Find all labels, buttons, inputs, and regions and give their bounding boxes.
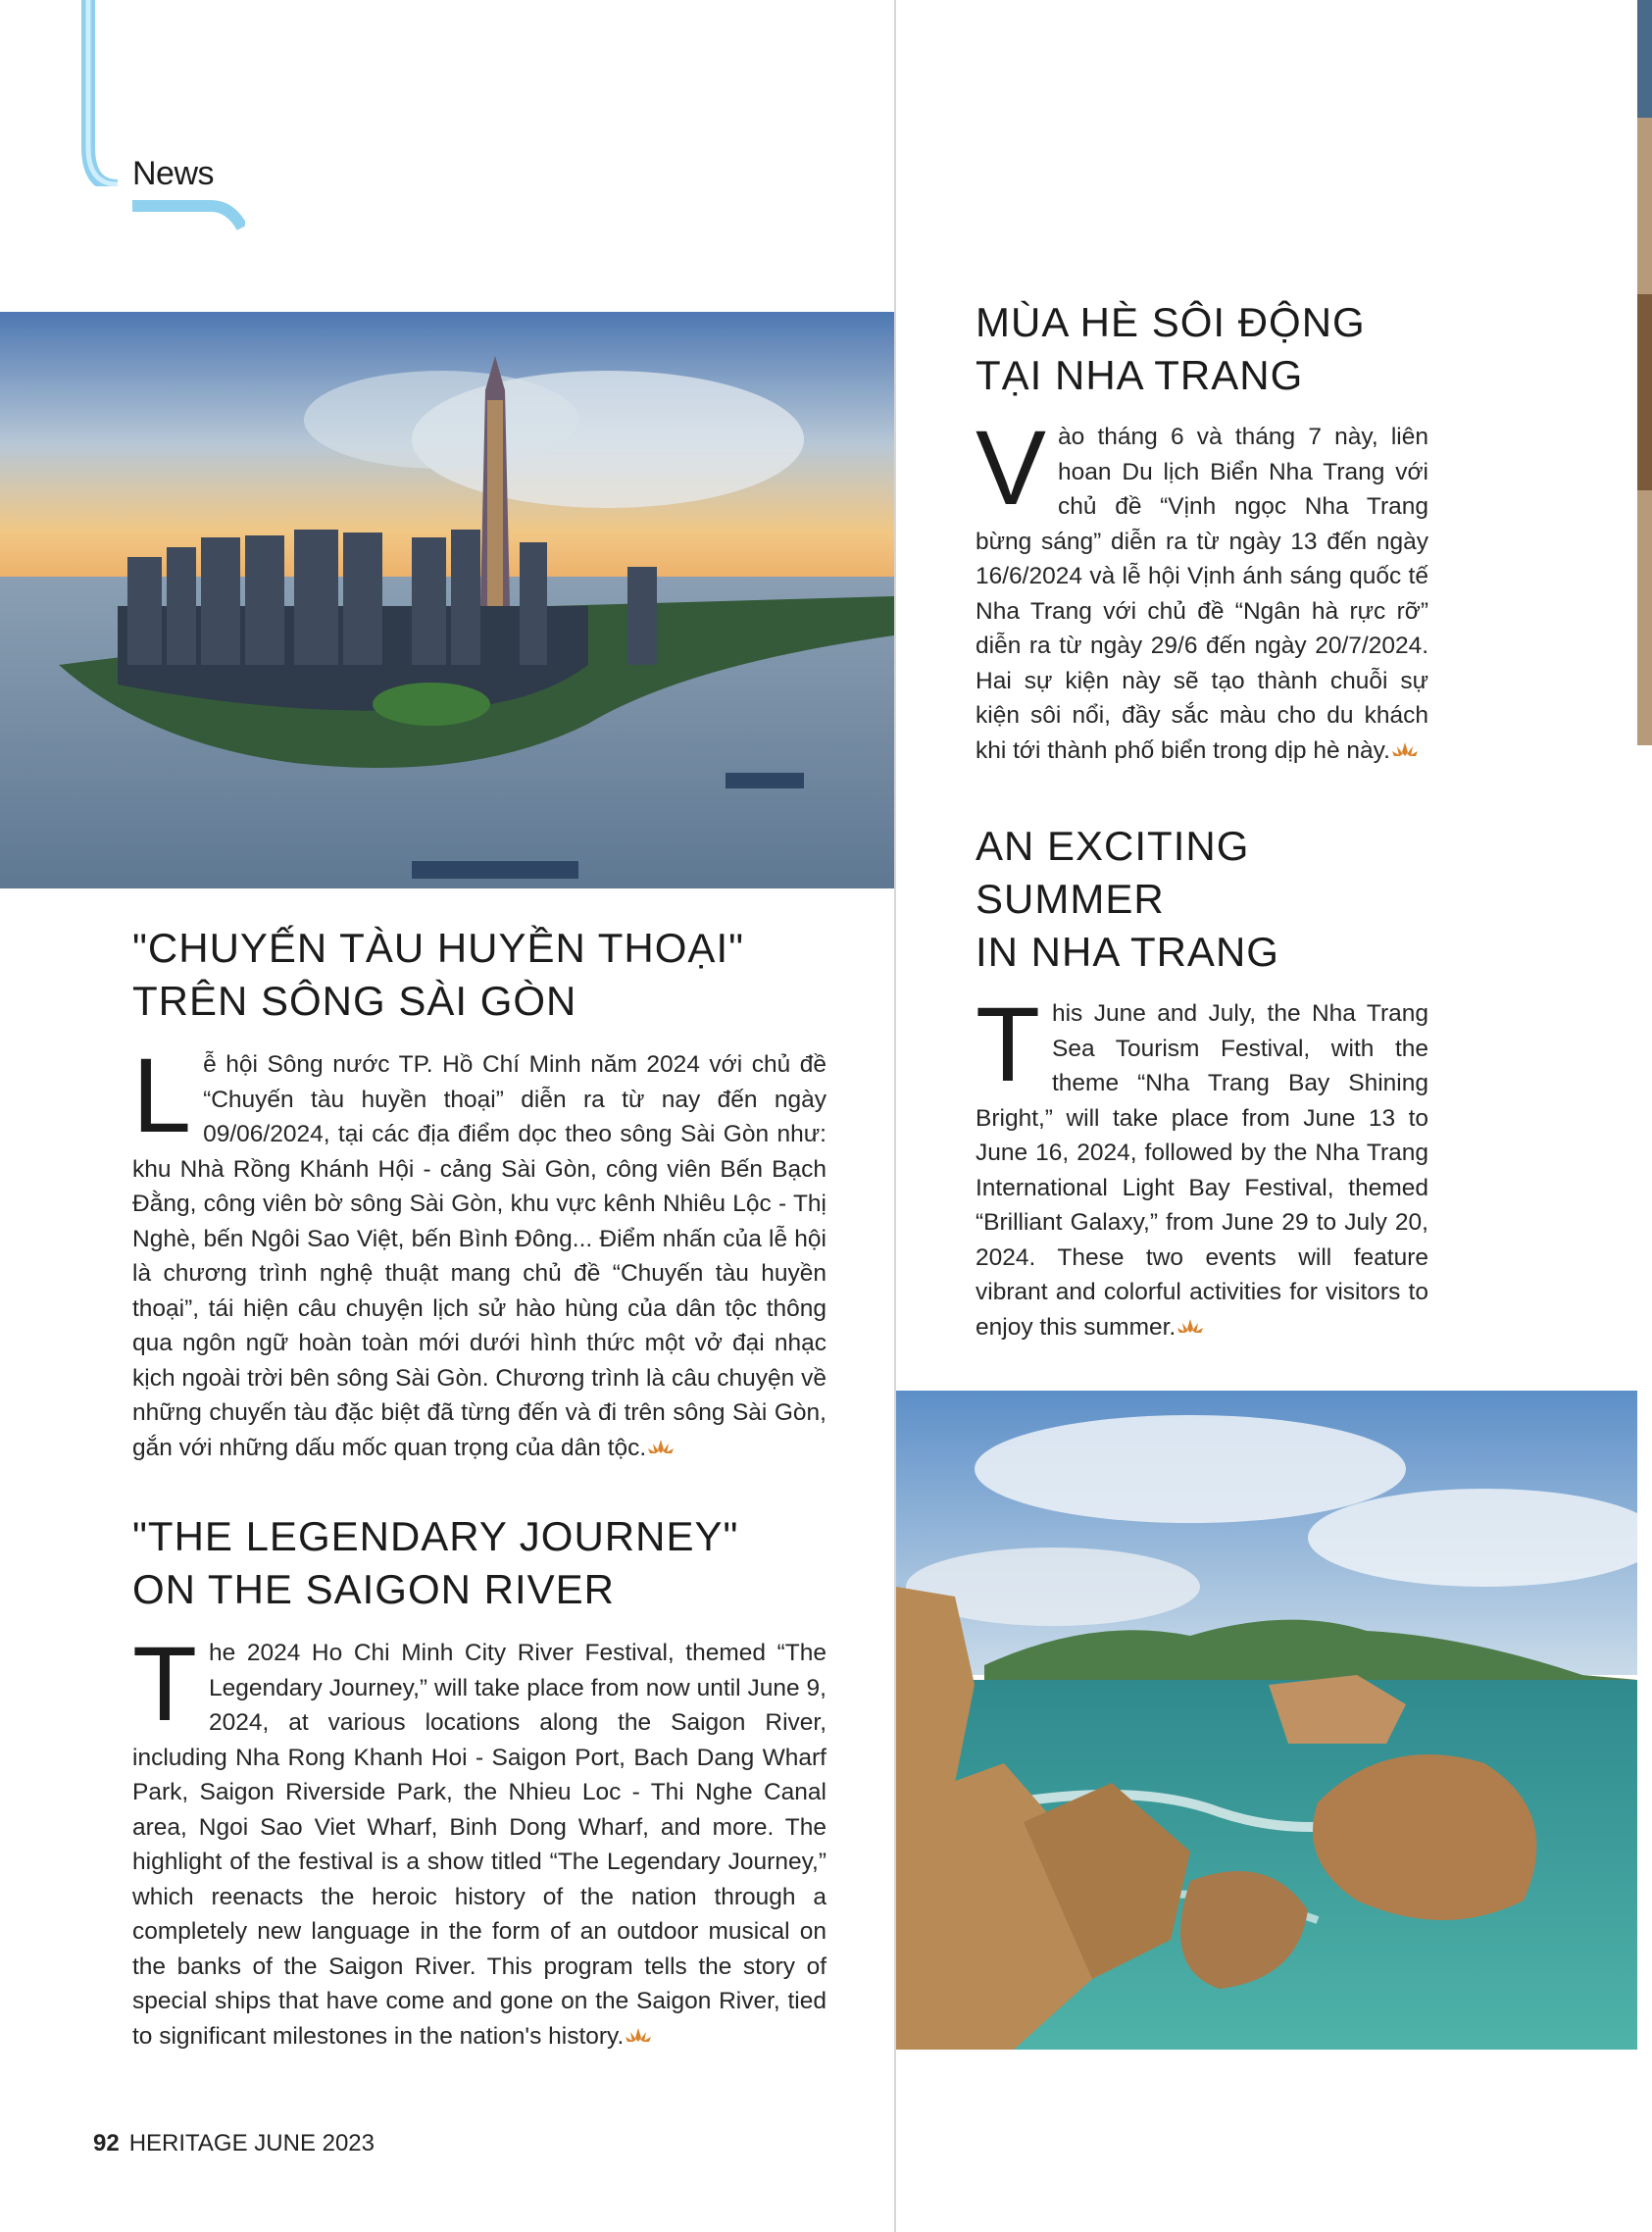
article-body-text: ễ hội Sông nước TP. Hồ Chí Minh năm 2024 với chủ đề “Chuyến tàu huyền thoại” diễn ra từ nay đến ngày 09/06/2024, tại các địa điểm dọc theo sông Sài Gòn như: khu Nhà Rồng Khánh Hội - cảng Sài Gòn, công viên Bến Bạch Đằng, công viên bờ sông Sài Gòn, khu vực kênh Nhiêu Lộc - Thị Nghè, bến Ngôi Sao Việt, bến Bình Đông... Điểm nhấn của lễ hội là chương trình nghệ thuật mang chủ đề “Chuyến tàu huyền thoại”, tái hiện câu chuyện lịch sử hào hùng của dân tộc thông qua ngôn ngữ hoàn toàn mới dưới hình thức một vở đại nhạc kịch ngoài trời bên sông Sài Gòn. Chương trình là câu chuyện về những chuyến tàu đặc biệt đã từng đến và đi trên sông Sài Gòn, gắn với những dấu mốc quan trọng của dân tộc. [132, 1051, 826, 1461]
nhatrang-coast-photo [896, 1391, 1637, 2050]
title-line-1: AN EXCITING SUMMER [976, 823, 1250, 922]
lotus-end-icon [1390, 740, 1420, 758]
article-saigon-vietnamese [132, 922, 826, 1465]
section-underline-swoosh [132, 198, 245, 231]
article-title [132, 922, 826, 1028]
drop-cap: T [132, 1624, 197, 1743]
title-line-1: "THE LEGENDARY JOURNEY" [132, 1513, 739, 1559]
article-body-text: he 2024 Ho Chi Minh City River Festival, themed “The Legendary Journey,” will take place from now until June 9, 2024, at various locations along the Saigon River, including Nha Rong Khanh Hoi - Saigon Port, Bach Dang Wharf Park, Saigon Riverside Park, the Nhieu Loc - Thi Nghe Canal area, Ngoi Sao Viet Wharf, Binh Dong Wharf, and more. The highlight of the festival is a show titled “The Legendary Journey,” which reenacts the heroic history of the nation through a completely new language in the form of an outdoor musical on the banks of the Saigon River. This program tells the story of special ships that have come and gone on the Saigon River, tied to significant milestones in the nation's history. [132, 1640, 826, 2050]
article-body-text: his June and July, the Nha Trang Sea Tourism Festival, with the theme “Nha Trang Bay Shining Bright,” will take place from June 13 to June 16, 2024, followed by the Nha Trang International Light Bay Festival, themed “Brilliant Galaxy,” from June 29 to July 20, 2024. These two events will feature vibrant and colorful activities for visitors to enjoy this summer. [976, 1000, 1428, 1341]
article-saigon-english [132, 1510, 826, 2054]
section-bracket-decoration [78, 0, 118, 186]
article-body [132, 1036, 826, 1465]
section-label: News [132, 155, 215, 192]
lotus-end-icon [646, 1438, 676, 1455]
drop-cap: V [976, 408, 1047, 527]
article-body [976, 985, 1428, 1344]
lotus-end-icon [1176, 1317, 1205, 1335]
title-line-2: ON THE SAIGON RIVER [132, 1566, 615, 1612]
adjacent-page-edge [1637, 0, 1652, 745]
article-title [976, 820, 1428, 979]
article-title [976, 296, 1428, 402]
article-nhatrang-english [976, 820, 1428, 1344]
lotus-end-icon [624, 2026, 653, 2044]
title-line-2: TẠI NHA TRANG [976, 352, 1304, 398]
drop-cap: T [976, 985, 1040, 1103]
publication-name: HERITAGE JUNE 2023 [128, 2130, 375, 2156]
article-body [132, 1624, 826, 2054]
article-nhatrang-vietnamese [976, 296, 1428, 768]
article-body-text: ào tháng 6 và tháng 7 này, liên hoan Du lịch Biển Nha Trang với chủ đề “Vịnh ngọc Nha Trang bừng sáng” diễn ra từ ngày 13 đến ngày 16/6/2024 và lễ hội Vịnh ánh sáng quốc tế Nha Trang với chủ đề “Ngân hà rực rỡ” diễn ra từ ngày 29/6 đến ngày 20/7/2024. Hai sự kiện này sẽ tạo thành chuỗi sự kiện sôi nổi, đầy sắc màu cho du khách khi tới thành phố biển trong dịp hè này. [976, 424, 1428, 764]
saigon-skyline-photo [0, 312, 894, 888]
title-line-2: TRÊN SÔNG SÀI GÒN [132, 978, 577, 1024]
page-number: 92 [93, 2130, 120, 2156]
article-title [132, 1510, 826, 1616]
title-line-1: "CHUYẾN TÀU HUYỀN THOẠI" [132, 925, 745, 971]
page-footer [93, 2130, 375, 2157]
article-body [976, 408, 1428, 768]
title-line-2: IN NHA TRANG [976, 929, 1279, 975]
title-line-1: MÙA HÈ SÔI ĐỘNG [976, 299, 1366, 345]
drop-cap: L [132, 1036, 192, 1154]
